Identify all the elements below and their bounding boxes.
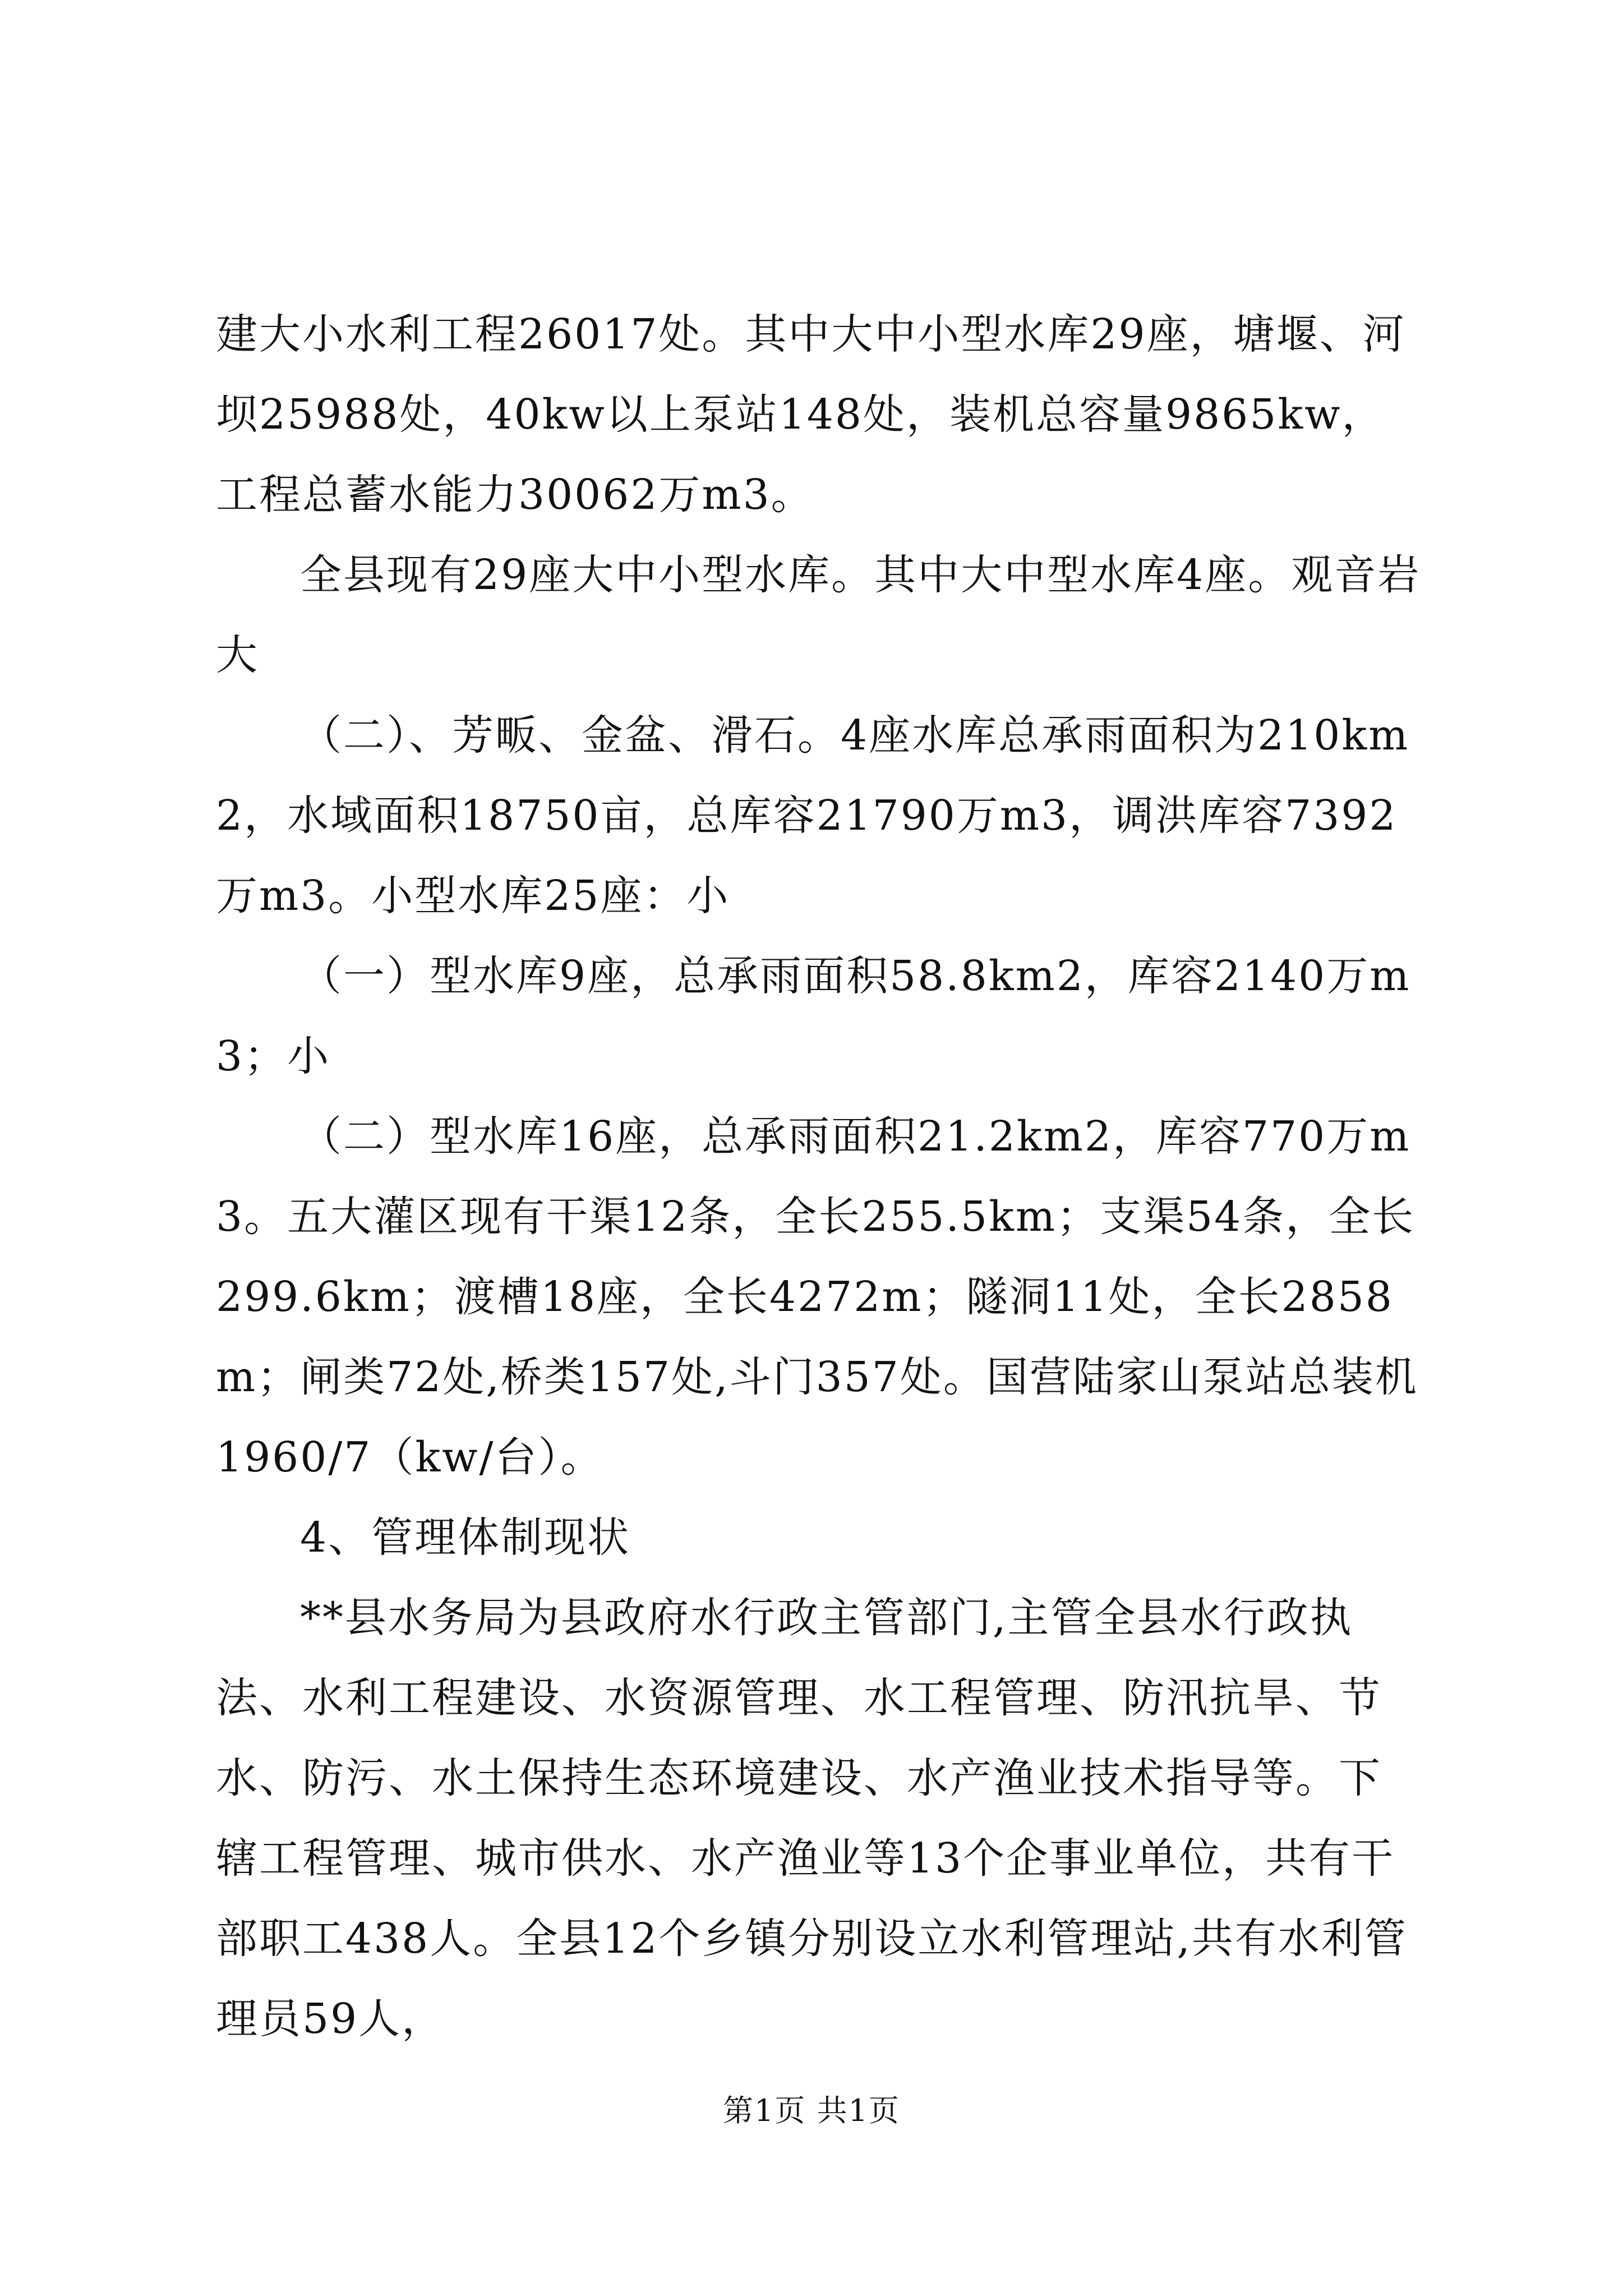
paragraph-5: （二）型水库16座，总承雨面积21.2km2，库容770万m3。五大灌区现有干渠12条，全长255.5km；支渠54条，全长299.6km；渡槽18座，全长4272m；隧洞11处，全长2858m；闸类72处,桥类157处,斗门357处。国营陆家山泵站总装机1960/7（kw/台）。 [216, 1112, 1418, 1481]
document-body [216, 295, 1422, 2059]
paragraph-2: 全县现有29座大中小型水库。其中大中型水库4座。观音岩大 [216, 551, 1421, 679]
paragraph-4: （一）型水库9座，总承雨面积58.8km2，库容2140万m3；小 [216, 952, 1411, 1080]
section-heading: 4、管理体制现状 [300, 1513, 631, 1562]
page-footer: 第1页 共1页 [723, 2093, 900, 2128]
paragraph-7: **县水务局为县政府水行政主管部门,主管全县水行政执法、水利工程建设、水资源管理、水工程管理、防汛抗旱、节水、防污、水土保持生态环境建设、水产渔业技术指导等。下辖工程管理、城市供水、水产渔业等13个企事业单位，共有干部职工438人。全县12个乡镇分别设立水利管理站,共有水利管理员59人， [216, 1594, 1408, 2043]
paragraph-3: （二）、芳畈、金盆、滑石。4座水库总承雨面积为210km2，水域面积18750亩，总库容21790万m3，调洪库容7392万m3。小型水库25座：小 [216, 711, 1410, 920]
paragraph-1: 建大小水利工程26017处。其中大中小型水库29座，塘堰、河坝25988处，40kw以上泵站148处，装机总容量9865kw，工程总蓄水能力30062万m3。 [216, 310, 1406, 519]
